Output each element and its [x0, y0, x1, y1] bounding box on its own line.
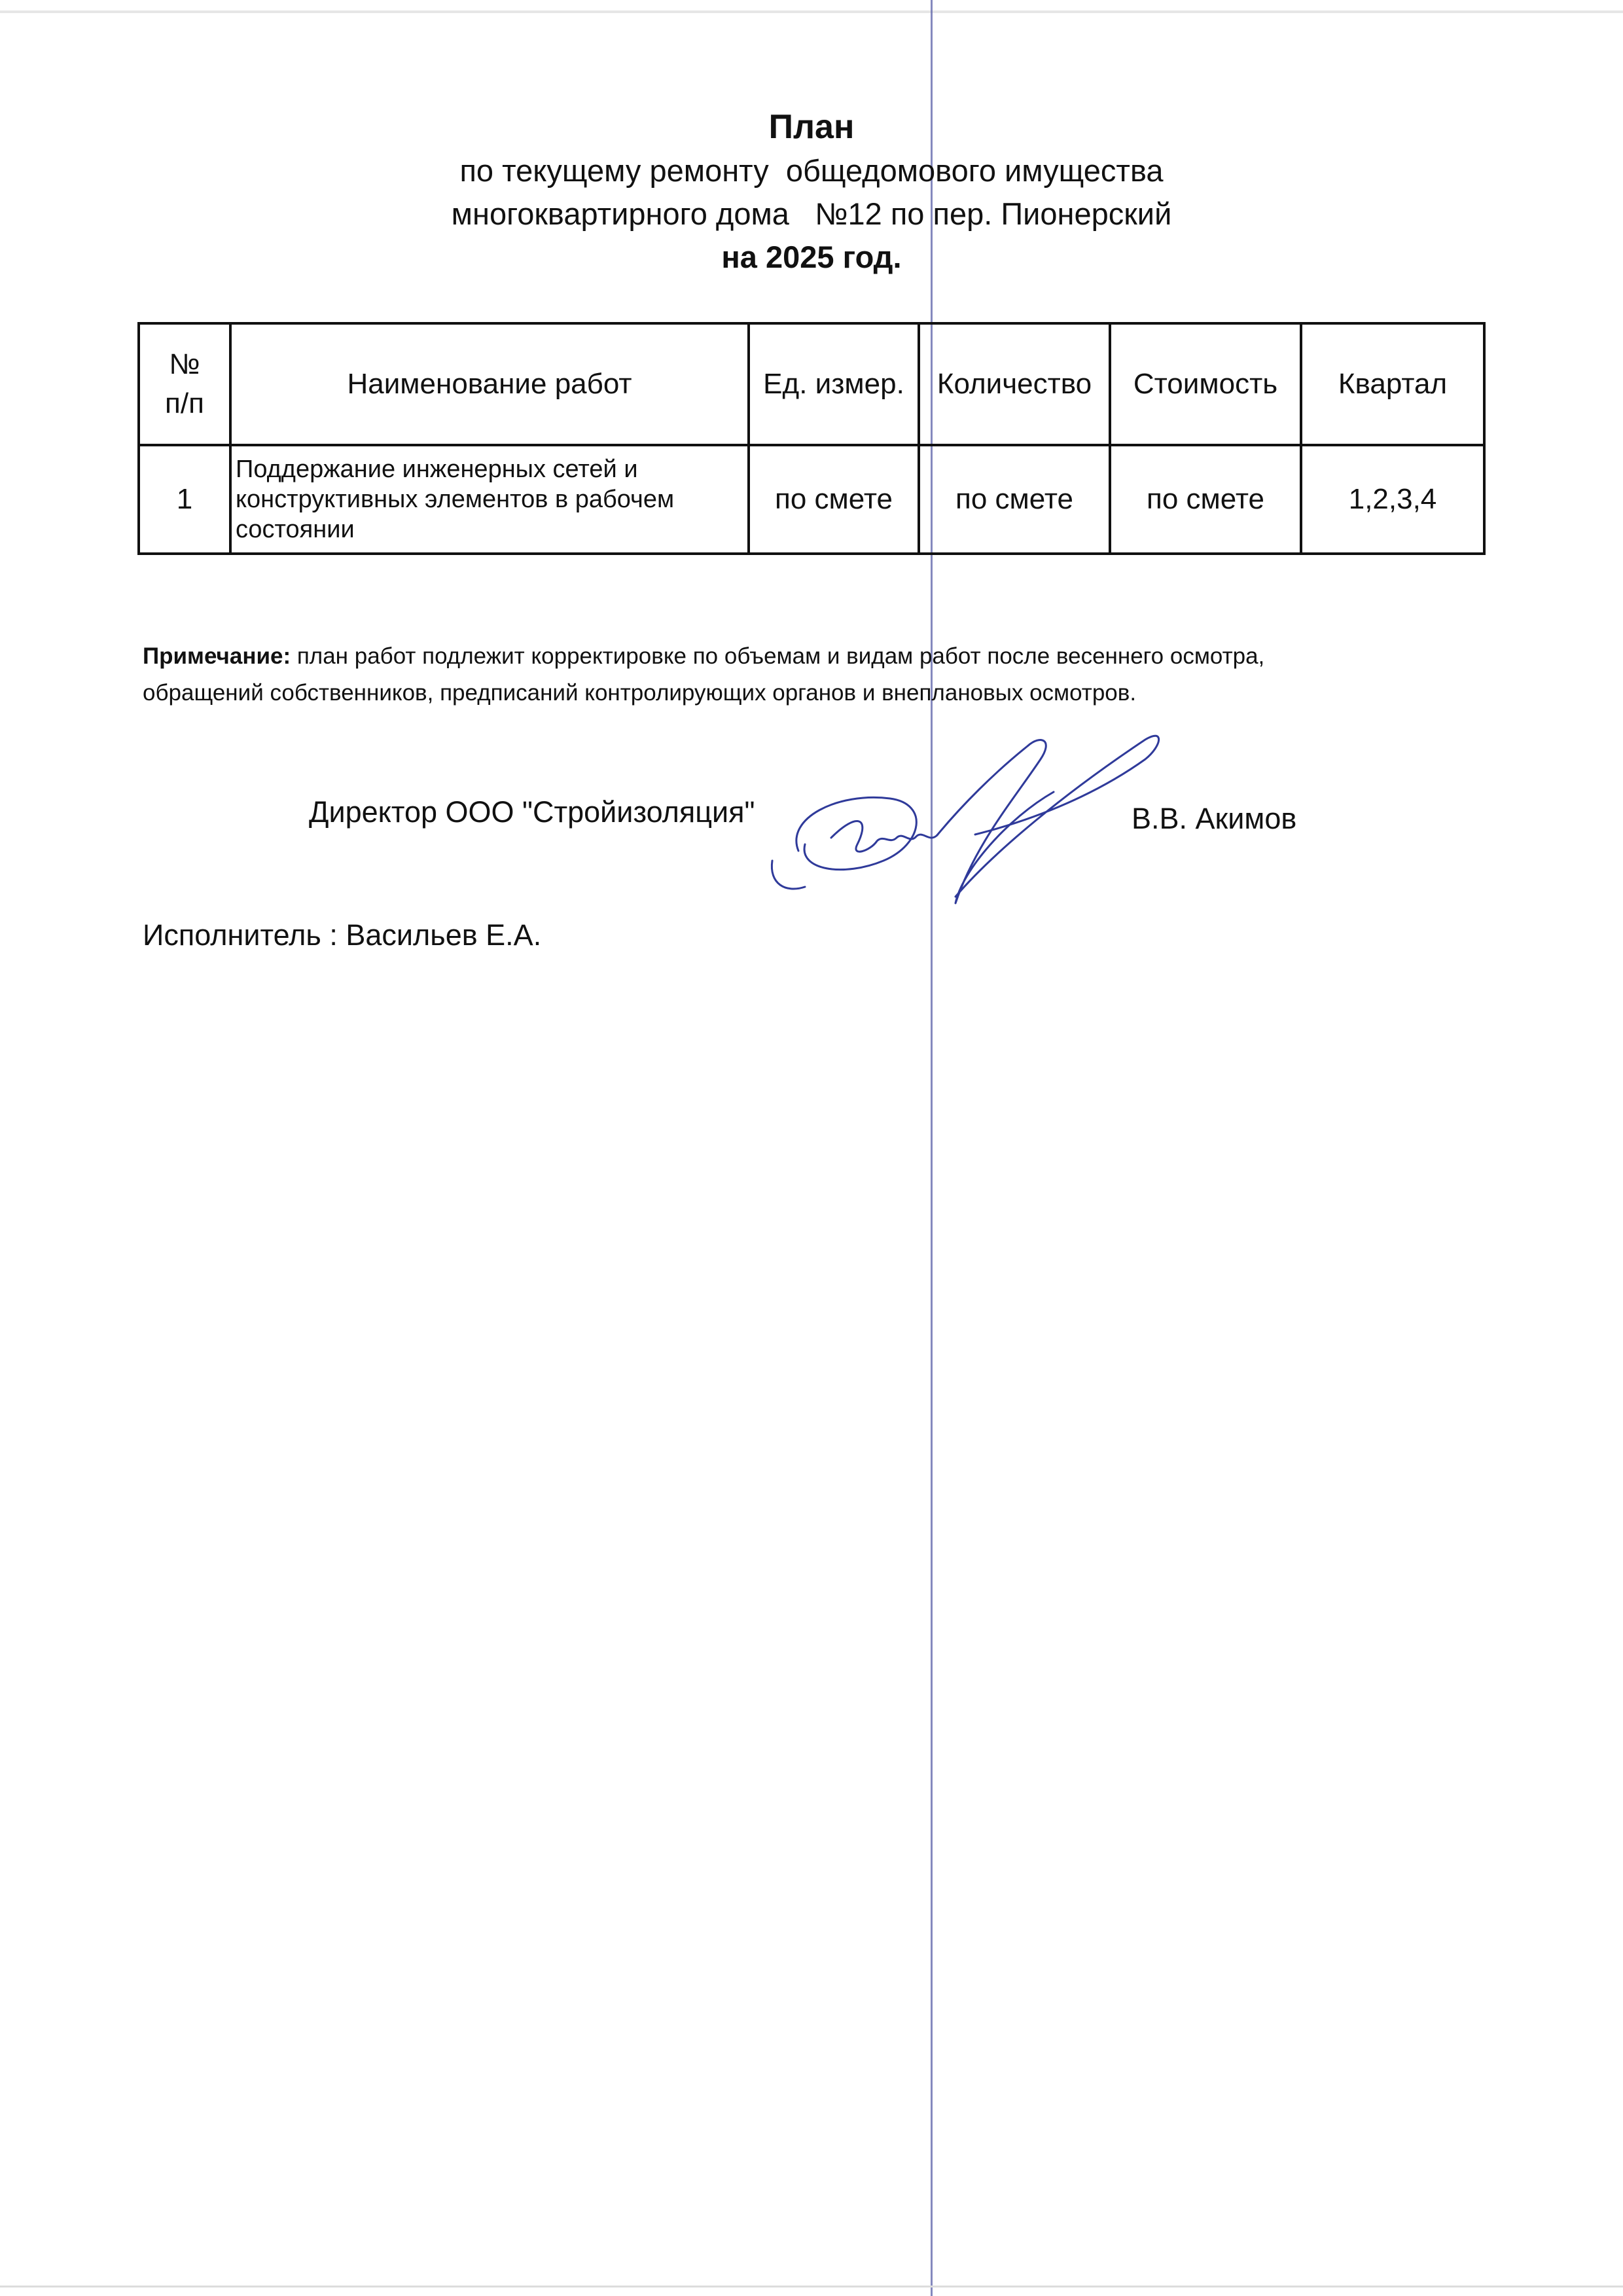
- header-number-line2: п/п: [165, 387, 204, 420]
- header-quantity: Количество: [919, 323, 1110, 445]
- cell-quarter: 1,2,3,4: [1301, 445, 1484, 554]
- cell-quantity: по смете: [919, 445, 1110, 554]
- document-subtitle-line1: по текущему ремонту общедомового имущества: [459, 153, 1164, 188]
- document-subtitle-line2: многоквартирного дома №12 по пер. Пионерский: [451, 196, 1172, 231]
- header-unit: Ед. измер.: [749, 323, 919, 445]
- header-number: [139, 323, 230, 445]
- header-cost: Стоимость: [1110, 323, 1301, 445]
- cell-work-name: [230, 445, 749, 554]
- header-quarter: Квартал: [1301, 323, 1484, 445]
- handwritten-signature: [759, 720, 1178, 916]
- note-text-line1: план работ подлежит корректировке по объемам и видам работ после весеннего осмотра,: [291, 643, 1265, 669]
- cell-number: 1: [139, 445, 230, 554]
- scan-artifact-bottom: [0, 2286, 1623, 2287]
- director-name: В.В. Акимов: [1132, 802, 1297, 835]
- executor: Исполнитель : Васильев Е.А.: [143, 918, 542, 952]
- plan-table: [137, 322, 1486, 555]
- cell-cost: по смете: [1110, 445, 1301, 554]
- header-number-line1: №: [169, 348, 200, 380]
- table-header-row: [139, 323, 1484, 445]
- document-title: План: [768, 108, 855, 146]
- cell-work-name-line3: состоянии: [236, 516, 355, 543]
- document-header: [0, 105, 1623, 279]
- note: [143, 638, 1452, 711]
- table-row: [139, 445, 1484, 554]
- cell-unit: по смете: [749, 445, 919, 554]
- scan-artifact-top: [0, 10, 1623, 13]
- note-text-line2: обращений собственников, предписаний контролирующих органов и внеплановых осмотров.: [143, 680, 1137, 706]
- cell-work-name-line1: Поддержание инженерных сетей и: [236, 456, 638, 483]
- document-year: на 2025 год.: [721, 240, 902, 274]
- director-title: Директор ООО "Стройизоляция": [309, 795, 755, 829]
- note-label: Примечание:: [143, 643, 291, 669]
- header-work-name: Наименование работ: [230, 323, 749, 445]
- cell-work-name-line2: конструктивных элементов в рабочем: [236, 486, 675, 513]
